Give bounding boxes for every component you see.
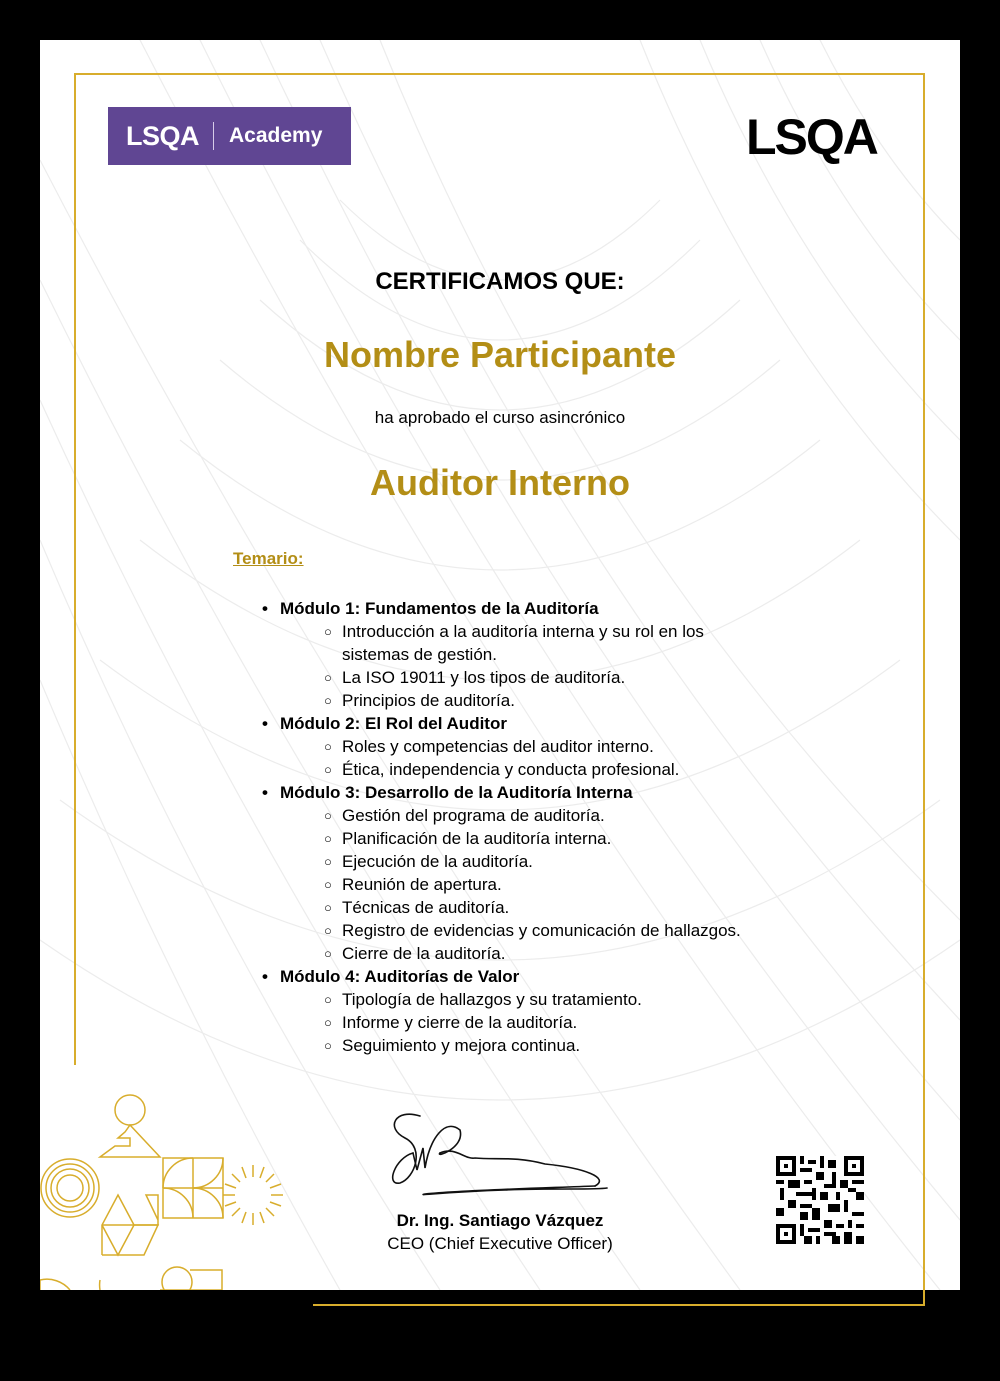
- circle-bullet-icon: ○: [324, 739, 332, 754]
- topic-item: ○ Principios de auditoría.: [324, 691, 515, 710]
- syllabus-list: [258, 597, 858, 1057]
- badge-separator: [213, 122, 214, 150]
- bullet-icon: •: [262, 967, 268, 986]
- participant-name: Nombre Participante: [323, 334, 677, 375]
- bullet-icon: •: [262, 599, 268, 618]
- badge-label: Academy: [229, 124, 323, 147]
- topic-item: ○ Tipología de hallazgos y su tratamiento.: [324, 990, 642, 1009]
- topic-item: ○ Introducción a la auditoría interna y su rol en los sistemas de gestión.: [324, 622, 704, 664]
- topic-item: ○ Planificación de la auditoría interna.: [324, 829, 612, 848]
- bullet-icon: •: [262, 714, 268, 733]
- module-item: • Módulo 4: Auditorías de Valor: [262, 967, 520, 986]
- circle-bullet-icon: ○: [324, 877, 332, 892]
- certificate-title: CERTIFICAMOS QUE:: [375, 268, 625, 295]
- topic-item: ○ Roles y competencias del auditor interno.: [324, 737, 654, 756]
- signature-icon: [385, 1108, 615, 1208]
- circle-bullet-icon: ○: [324, 1015, 332, 1030]
- topic-item: ○ Informe y cierre de la auditoría.: [324, 1013, 578, 1032]
- circle-bullet-icon: ○: [324, 946, 332, 961]
- approval-statement: ha aprobado el curso asincrónico: [374, 408, 626, 427]
- circle-bullet-icon: ○: [324, 693, 332, 708]
- bullet-icon: •: [262, 783, 268, 802]
- module-item: • Módulo 3: Desarrollo de la Auditoría Interna: [262, 783, 633, 802]
- circle-bullet-icon: ○: [324, 854, 332, 869]
- module-item: • Módulo 2: El Rol del Auditor: [262, 714, 507, 733]
- qr-code-icon[interactable]: [776, 1156, 864, 1244]
- circle-bullet-icon: ○: [324, 900, 332, 915]
- circle-bullet-icon: ○: [324, 992, 332, 1007]
- topic-item: ○ Técnicas de auditoría.: [324, 898, 510, 917]
- topic-item: ○ Seguimiento y mejora continua.: [324, 1036, 581, 1055]
- lsqa-academy-badge: [108, 107, 351, 165]
- lsqa-logo: LSQA: [746, 109, 877, 165]
- frame-border-right: [923, 73, 925, 1306]
- circle-bullet-icon: ○: [324, 670, 332, 685]
- topic-item: ○ Ética, independencia y conducta profesional.: [324, 760, 680, 779]
- geometric-decoration-icon: [40, 1090, 290, 1290]
- frame-border-bottom: [313, 1304, 925, 1306]
- circle-bullet-icon: ○: [324, 624, 332, 639]
- topic-item: ○ Gestión del programa de auditoría.: [324, 806, 605, 825]
- course-name: Auditor Interno: [370, 462, 630, 503]
- topic-item: ○ Registro de evidencias y comunicación de hallazgos.: [324, 921, 741, 940]
- topic-item: ○ Reunión de apertura.: [324, 875, 502, 894]
- circle-bullet-icon: ○: [324, 923, 332, 938]
- circle-bullet-icon: ○: [324, 1038, 332, 1053]
- circle-bullet-icon: ○: [324, 808, 332, 823]
- signatory-role: CEO (Chief Executive Officer): [387, 1234, 613, 1253]
- syllabus-heading: Temario:: [233, 549, 304, 568]
- circle-bullet-icon: ○: [324, 762, 332, 777]
- signatory-name: Dr. Ing. Santiago Vázquez: [396, 1211, 604, 1230]
- topic-item: ○ Cierre de la auditoría.: [324, 944, 506, 963]
- module-item: • Módulo 1: Fundamentos de la Auditoría: [262, 599, 599, 618]
- badge-brand: LSQA: [126, 120, 200, 151]
- circle-bullet-icon: ○: [324, 831, 332, 846]
- frame-border-top: [74, 73, 924, 75]
- frame-border-left: [74, 73, 76, 1065]
- topic-item: ○ Ejecución de la auditoría.: [324, 852, 533, 871]
- topic-item: ○ La ISO 19011 y los tipos de auditoría.: [324, 668, 626, 687]
